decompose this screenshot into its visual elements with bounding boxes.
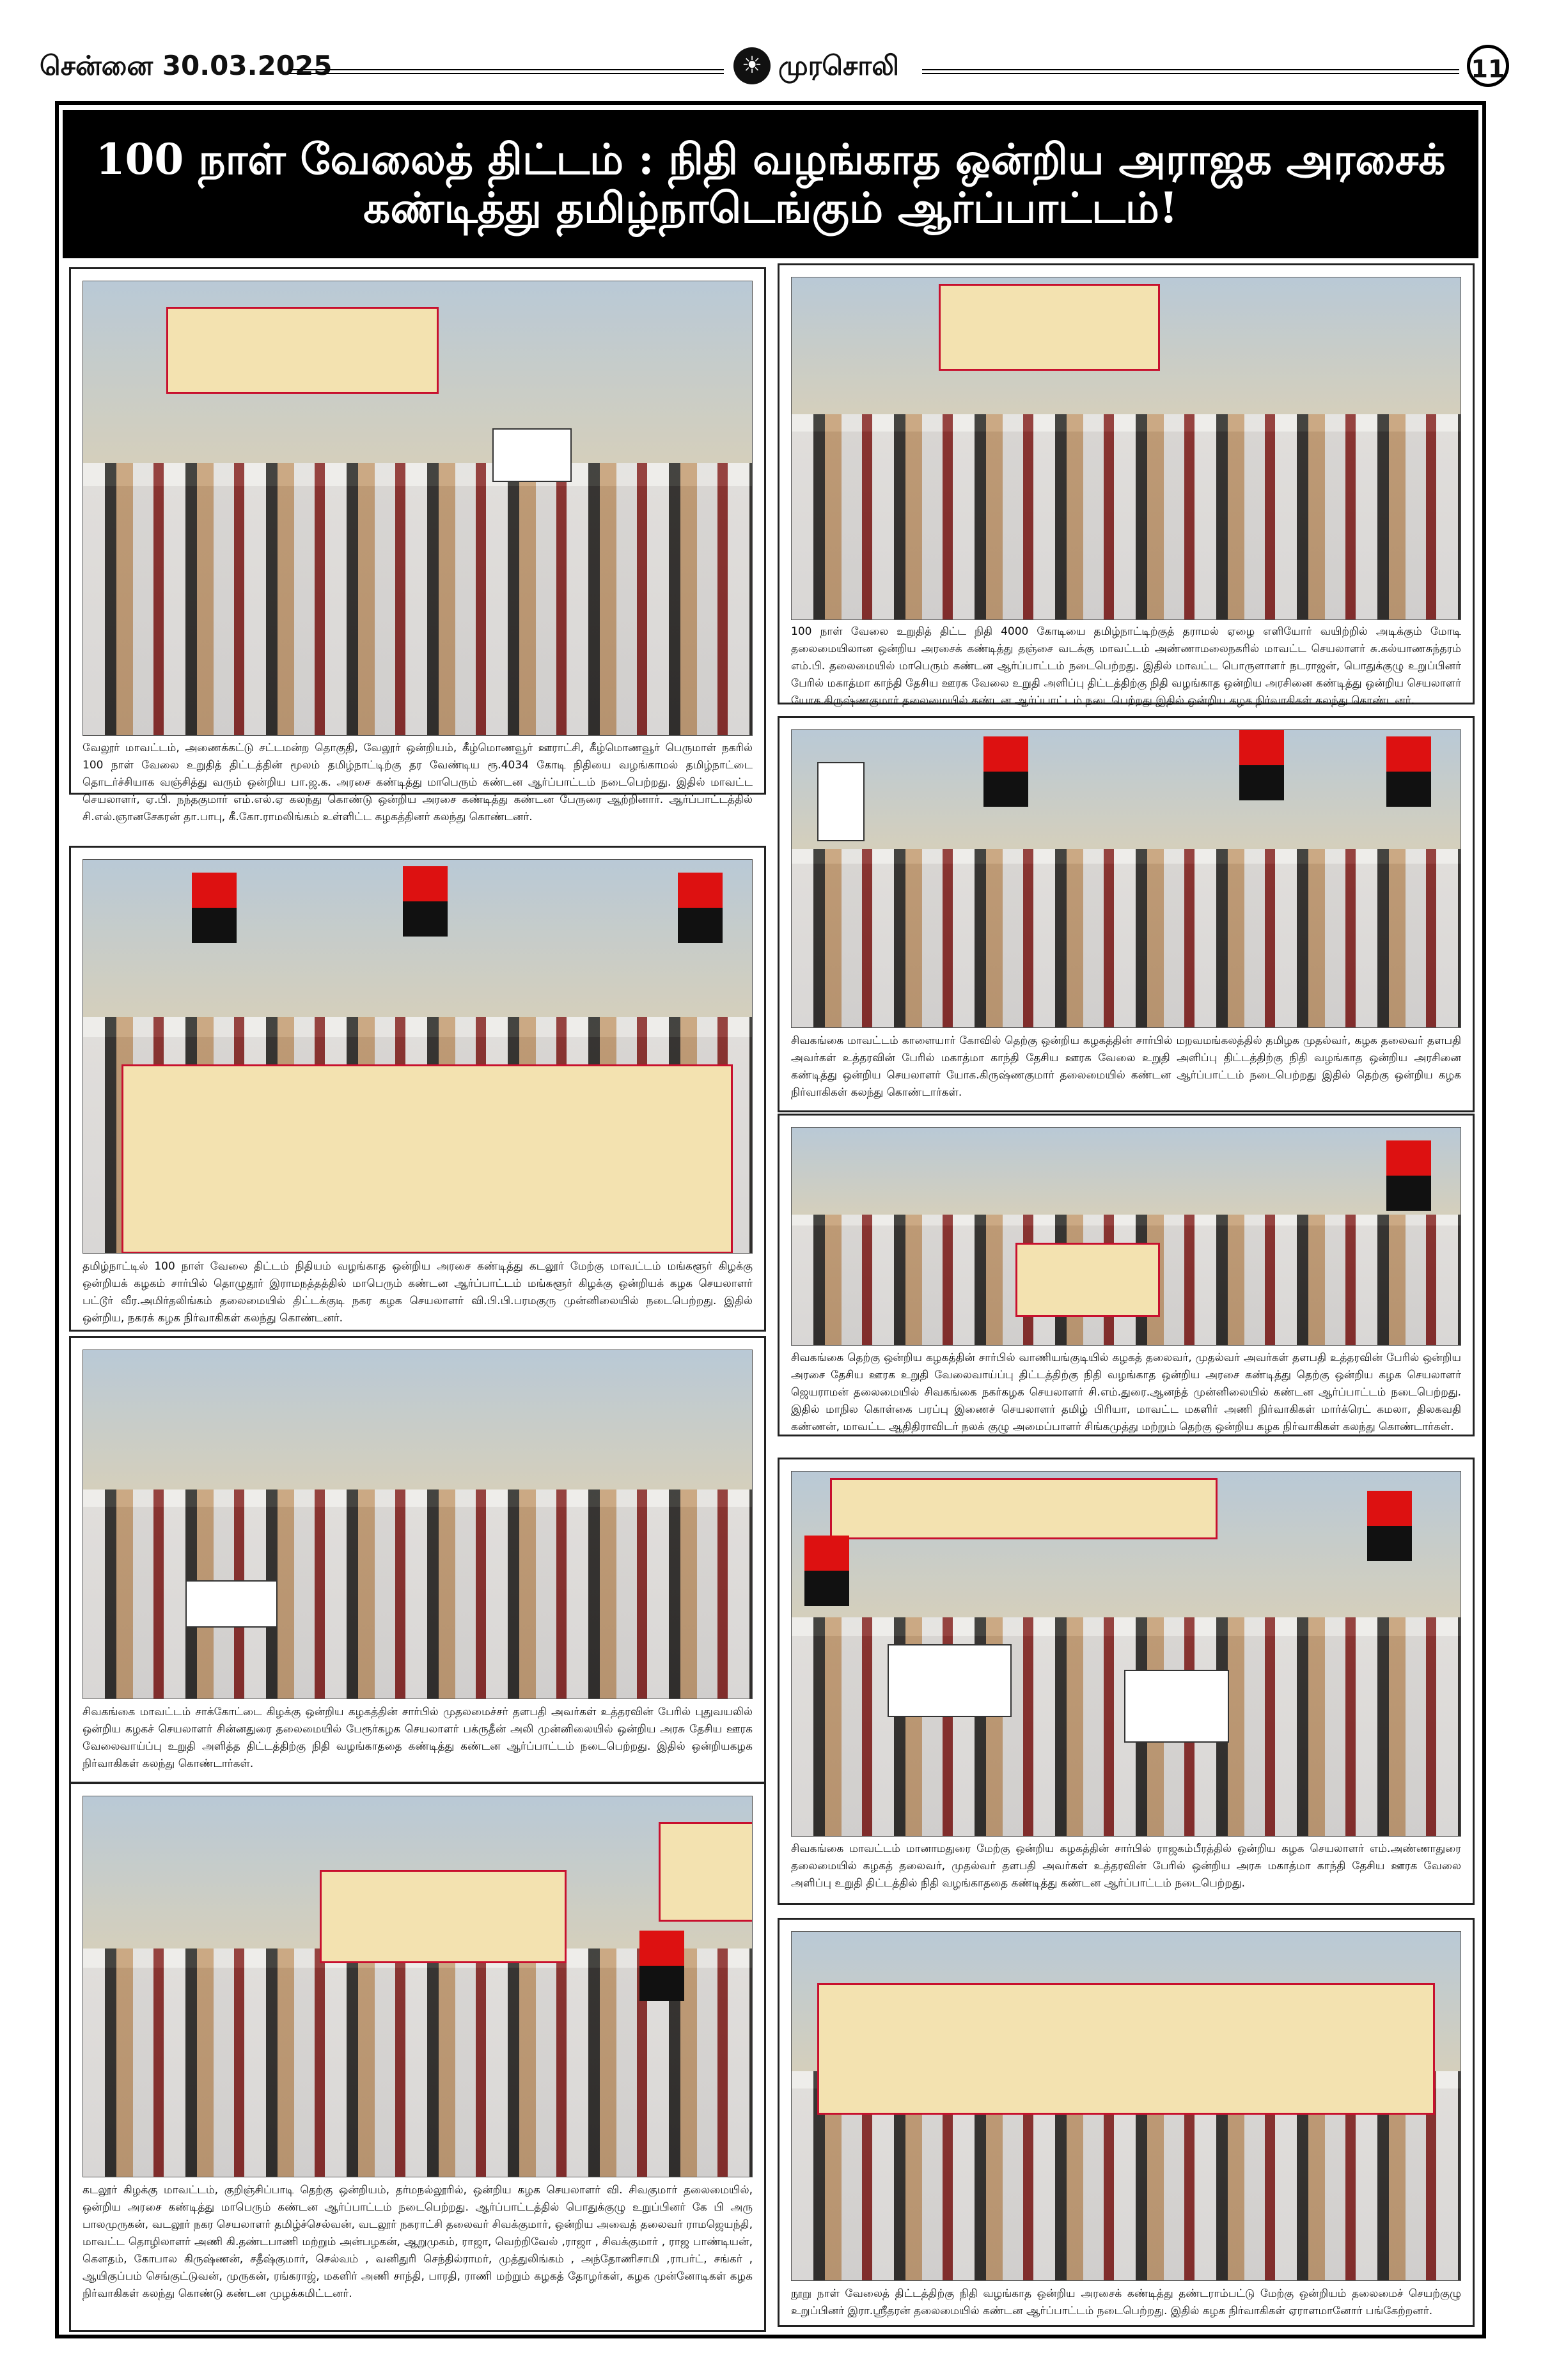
page-number: 11: [1467, 45, 1509, 87]
story-caption: சிவகங்கை தெற்கு ஒன்றிய கழகத்தின் சார்பில் வாணியங்குடியில் கழகத் தலைவர், முதல்வர் அவர்கள் தளபதி உத்தரவின் பேரில் ஒன்றிய அரசை தேசிய ஊரக உறுதி வேலைவாய்ப்பு திட்டத்திற்கு நிதி வழங்காத ஒன்றிய அரசை கண்டித்து தெற்கு ஒன்றிய கழக செயலாளர் ஜெயராமன் தலைமையில் சிவகங்கை நகர்கழக செயலாளர் சி.எம்.துரை.ஆனந்த் முன்னிலையில் கண்டன ஆர்ப்பாட்டம் நடைபெற்றது. இதில் மாநில கொள்கை பரப்பு இணைச் செயலாளர் தமிழ் பிரியா, மாவட்ட மகளிர் அணி நிர்வாகிகள் மார்க்ரெட் கமலா, திலகவதி கண்ணன், மாவட்ட ஆதிதிராவிடர் நலக் குழு அமைப்பாளர் சிங்கமுத்து மற்றும் தெற்கு ஒன்றிய கழக நிர்வாகிகள் கலந்து கொண்டார்கள்.: [791, 1351, 1461, 1433]
story-thandarampattu: [778, 1918, 1475, 2327]
story-photo: [791, 1127, 1461, 1346]
story-caption: தமிழ்நாட்டில் 100 நாள் வேலை திட்டம் நிதியம் வழங்காத ஒன்றிய அரசை கண்டித்து கடலூர் மேற்கு மாவட்டம் மங்களூர் கிழக்கு ஒன்றியக் கழகம் சார்பில் தொழுதூர் இராமநத்தத்தில் மாபெரும் கண்டன ஆர்ப்பாட்டம் மங்களூர் கிழக்கு ஒன்றியக் கழக செயலாளர் பட்டூர் வீர.அமிர்தலிங்கம் தலைமையில் திட்டக்குடி நகர கழக செயலாளர் வி.பி.பி.பரமகுரு முன்னிலையில் நடைபெற்றது. இதில் ஒன்றிய, நகரக் கழக நிர்வாகிகள் கலந்து கொண்டனர்.: [82, 1260, 753, 1325]
story-caption: 100 நாள் வேலை உறுதித் திட்ட நிதி 4000 கோடியை தமிழ்நாட்டிற்குத் தராமல் ஏழை எளியோர் வயிற்றில் அடிக்கும் மோடி தலைமையிலான ஒன்றிய அரசைக் கண்டித்து தஞ்சை வடக்கு மாவட்டம் அண்ணாமலைநகரில் மாவட்ட செயலாளர் சு.கல்யாணசுந்தரம் எம்.பி. தலைமையில் மாபெரும் கண்டன ஆர்ப்பாட்டம் நடைபெற்றது. இதில் மாவட்ட பொருளாளர் நடராஜன், பொதுக்குழு உறுப்பினர் பேரில் மகாத்மா காந்தி தேசிய ஊரக வேலை உறுதி அளிப்பு திட்டத்திற்கு நிதி வழங்காத ஒன்றிய அரசினை கண்டித்து ஒன்றிய செயலாளர் யோக.கிருஷ்ணகுமார் தலைமையில் கண்டன ஆர்ப்பாட்டம் நடைபெற்றது இதில் ஒன்றிய கழக நிர்வாகிகள் கலந்து கொண்டனர்.: [791, 625, 1461, 707]
masthead: [40, 45, 1504, 89]
story-caption: வேலூர் மாவட்டம், அணைக்கட்டு சட்டமன்ற தொகுதி, வேலூர் ஒன்றியம், கீழ்மொணவூர் ஊராட்சி, கீழ்மொணவூர் பெருமாள் நகரில் 100 நாள் வேலை உறுதித் திட்டத்தின் மூலம் தமிழ்நாட்டிற்கு தர வேண்டிய ரூ.4034 கோடி நிதியை வழங்காமல் தமிழ்நாட்டை தொடர்ச்சியாக வஞ்சித்து வரும் ஒன்றிய பா.ஜ.க. அரசை கண்டித்து மாபெரும் கண்டன ஆர்ப்பாட்டம் நடைபெற்றது. இதில் மாவட்ட செயலாளர், ஏ.பி. நந்தகுமார் எம்.எல்.ஏ கலந்து கொண்டு ஒன்றிய அரசை கண்டித்து கண்டன பேருரை ஆற்றினார். ஆர்ப்பாட்டத்தில் சி.எல்.ஞானசேகரன் தா.பாபு, கீ.கோ.ராமலிங்கம் உள்ளிட்ட கழகத்தினர் கலந்து கொண்டனர்.: [82, 742, 753, 823]
story-caption: கடலூர் கிழக்கு மாவட்டம், குறிஞ்சிப்பாடி தெற்கு ஒன்றியம், தர்மநல்லூரில், ஒன்றிய கழக செயலாளர் வி. சிவகுமார் தலைமையில், ஒன்றிய அரசை கண்டித்து மாபெரும் கண்டன ஆர்ப்பாட்டம் நடைபெற்றது. ஆர்ப்பாட்டத்தில் பொதுக்குழு உறுப்பினர் கே பி அரு பாலமுருகன், வடலூர் நகர செயலாளர் தமிழ்ச்செல்வன், வடலூர் நகராட்சி தலைவர் சிவக்குமார், ஒன்றிய அவைத் தலைவர் ராமஜெயந்தி, மாவட்ட தொழிலாளர் அணி கி.தண்டபாணி மற்றும் அன்பழகன், ஆறுமுகம், ராஜா, வெற்றிவேல் ,ராஜா , சிவக்குமார் , ராஜ பாண்டியன், கெளதம், கோபால கிருஷ்ணன், சதீஷ்குமார், செல்வம் , வனிதுரி செந்தில்ராமர், முத்துலிங்கம் , அந்தோணிசாமி ,ராபர்ட், சங்கர் , ஆயிகுப்பம் செங்குட்டுவன், முருகன், ரங்கராஜ், மகளிர் அணி சாந்தி, பாரதி, ராணி மற்றும் கழகத் தோழர்கள், கழக முன்னோடிகள் கழக நிர்வாகிகள் கலந்து கொண்டு கண்டன முழக்கமிட்டனர்.: [82, 2184, 753, 2300]
story-mangalore: [69, 846, 766, 1332]
story-photo: [82, 859, 753, 1254]
story-kurinjipadi: [69, 1782, 766, 2332]
story-photo: [82, 1796, 753, 2177]
story-sivaganga-south: [778, 1114, 1475, 1436]
story-caption: சிவகங்கை மாவட்டம் மானாமதுரை மேற்கு ஒன்றிய கழகத்தின் சார்பில் ராஜகம்பீரத்தில் ஒன்றிய கழக செயலாளர் எம்.அண்ணாதுரை தலைமையில் கழகத் தலைவர், முதல்வர் தளபதி அவர்கள் உத்தரவின் பேரில் ஒன்றிய அரசு மகாத்மா காந்தி தேசிய ஊரக வேலை அளிப்பு உறுதி திட்டத்தில் நிதி வழங்காததை கண்டித்து கண்டன ஆர்ப்பாட்டம் நடைபெற்றது.: [791, 1842, 1461, 1890]
story-photo: [82, 1349, 753, 1699]
story-photo: [791, 729, 1461, 1028]
masthead-rule-right: [922, 69, 1459, 74]
story-vellore: [69, 267, 766, 823]
story-manamadurai: [778, 1458, 1475, 1905]
page-headline: 100 நாள் வேலைத் திட்டம் : நிதி வழங்காத ஒன்றிய அராஜக அரசைக் கண்டித்து தமிழ்நாடெங்கும் ஆர்ப்பாட்டம்!: [63, 110, 1478, 258]
story-photo: [82, 281, 753, 736]
story-photo: [791, 1471, 1461, 1837]
newspaper-name: முரசொலி: [778, 50, 899, 81]
story-caption: சிவகங்கை மாவட்டம் காளையார் கோவில் தெற்கு ஒன்றிய கழகத்தின் சார்பில் மறவமங்கலத்தில் தமிழக முதல்வர், கழக தலைவர் தளபதி அவர்கள் உத்தரவின் பேரில் மகாத்மா காந்தி தேசிய ஊரக வேலை உறுதி அளிப்பு திட்டத்திற்கு நிதி வழங்காத ஒன்றிய அரசினை கண்டித்து ஒன்றிய செயலாளர் யோக.கிருஷ்ணகுமார் தலைமையில் கண்டன ஆர்ப்பாட்டம் நடைபெற்றது இதில் தெற்கு ஒன்றிய கழக நிர்வாகிகள் கலந்து கொண்டார்கள்.: [791, 1034, 1461, 1099]
story-caption: நூறு நாள் வேலைத் திட்டத்திற்கு நிதி வழங்காத ஒன்றிய அரசைக் கண்டித்து தண்டராம்பட்டு மேற்கு ஒன்றியம் தலைமைச் செயற்குழு உறுப்பினர் இரா.ஸ்ரீதரன் தலைமையில் கண்டன ஆர்ப்பாட்டம் நடைபெற்றது. இதில் கழக நிர்வாகிகள் ஏராளமானோர் பங்கேற்றனர்.: [791, 2287, 1461, 2317]
story-photo: [791, 1931, 1461, 2281]
rising-sun-logo-icon: ☀: [733, 47, 771, 84]
masthead-rule-left: [289, 69, 724, 74]
story-kalaiyarkovil: [778, 716, 1475, 1112]
story-photo: [791, 277, 1461, 620]
issue-date: சென்னை 30.03.2025: [40, 50, 333, 81]
story-thanjavur: [778, 263, 1475, 707]
story-sakkottai: [69, 1336, 766, 1784]
story-caption: சிவகங்கை மாவட்டம் சாக்கோட்டை கிழக்கு ஒன்றிய கழகத்தின் சார்பில் முதலமைச்சர் தளபதி அவர்கள் உத்தரவின் பேரில் புதுவயலில் ஒன்றிய கழகச் செயலாளர் சின்னதுரை தலைமையில் பேரூர்கழக செயலாளர் பக்ருதீன் அலி முன்னிலையில் ஒன்றிய அரசு தேசிய ஊரக வேலைவாய்ப்பு உறுதி அளித்த திட்டத்திற்கு நிதி வழங்காததை கண்டித்து கண்டன ஆர்ப்பாட்டம் நடைபெற்றது. இதில் ஒன்றியகழக நிர்வாகிகள் கலந்து கொண்டார்கள்.: [82, 1706, 753, 1770]
